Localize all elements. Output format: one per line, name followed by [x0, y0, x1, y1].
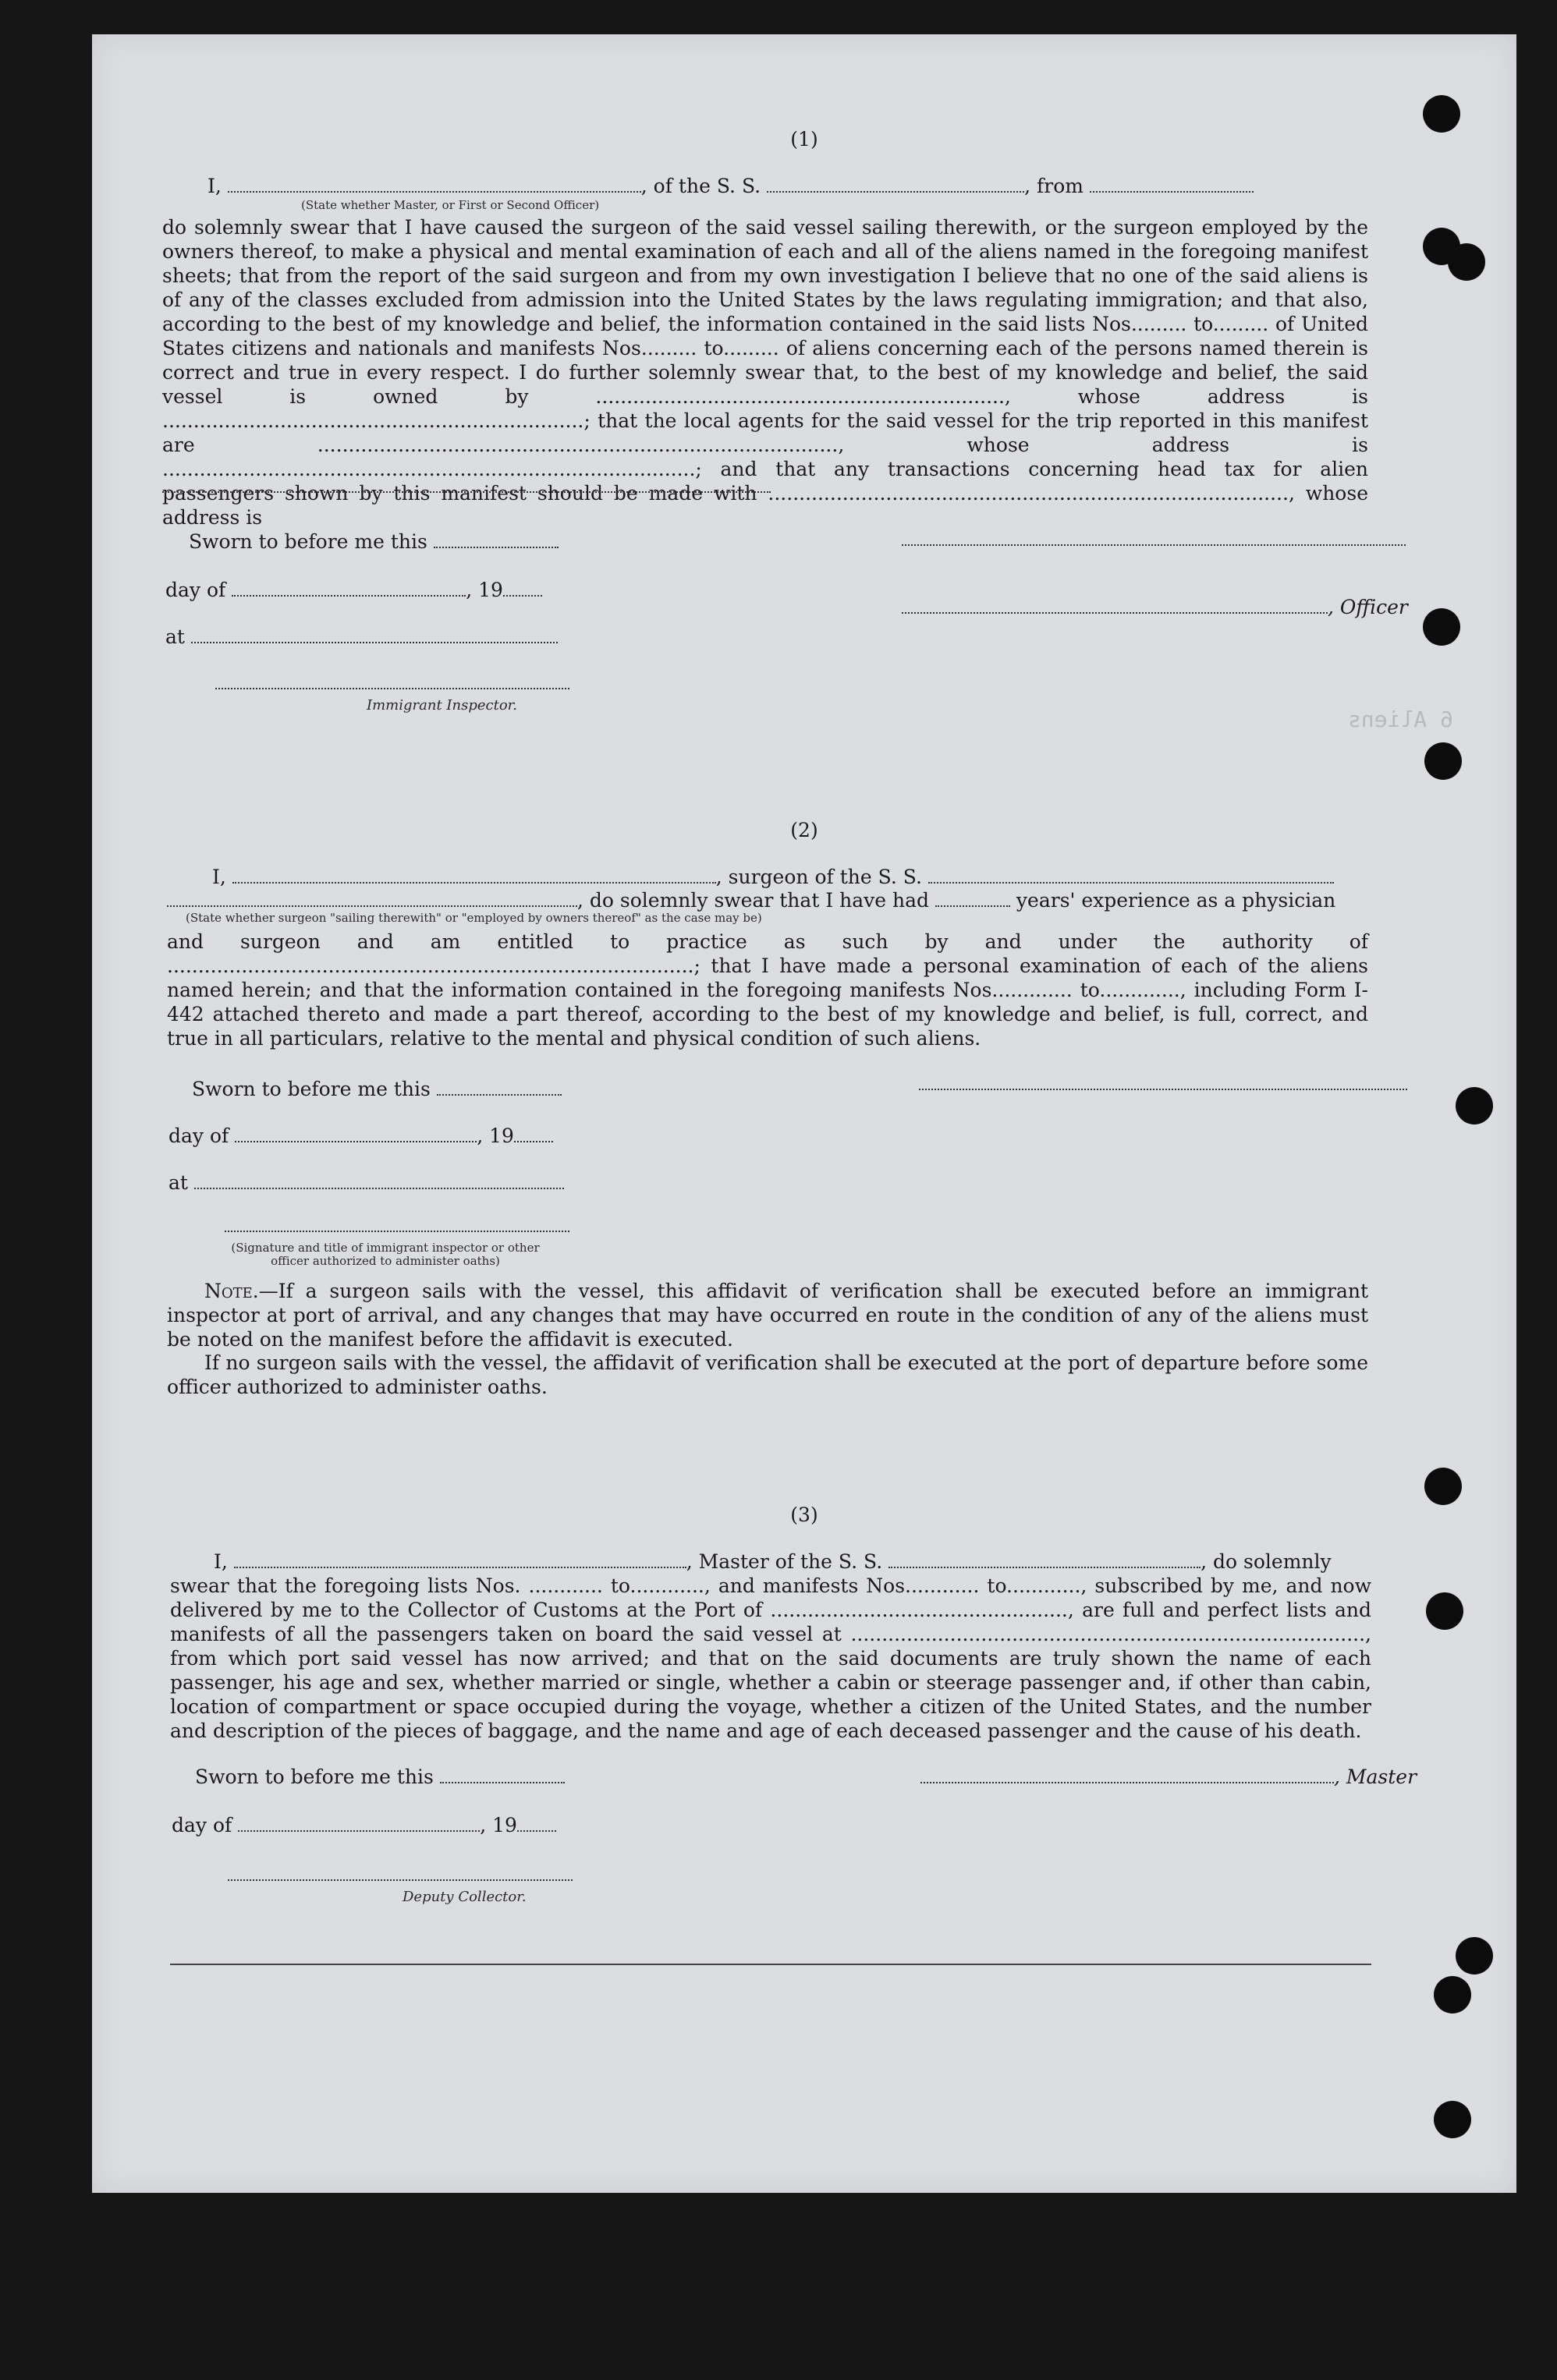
inspector-signature-line[interactable]	[215, 688, 569, 689]
manifest-page	[92, 34, 1516, 2193]
note-paragraph-2	[167, 1351, 1368, 1399]
section-2-second-line	[167, 889, 1335, 912]
year-field[interactable]	[503, 579, 542, 597]
binder-hole	[1434, 1976, 1471, 2013]
section-2-oath-text: and surgeon and am entitled to practice as such by and under the authority of .....................................................................................; that I have made a personal examination of each of the aliens named herein; and that the information contained in the foregoing manifests Nos............. to............., including Form I-442 attached thereto and made a part thereof, according to the best of my knowledge and belief, is full, correct, and true in all particulars, relative to the mental and physical condition of such aliens.	[167, 930, 1368, 1050]
binder-hole	[1423, 608, 1460, 646]
section-1-at-line	[165, 625, 558, 648]
master-ss-label: , Master of the S. S.	[686, 1550, 883, 1573]
note-text: —If a surgeon sails with the vessel, this affidavit of verification shall be executed before an immigrant inspector at port of arrival, and any changes that may have occurred en route in the condition of any of the aliens must be noted on the manifest before the affidavit is executed.	[167, 1280, 1368, 1351]
deputy-collector-caption: Deputy Collector.	[403, 1889, 527, 1905]
bleed-through-text: 6 Aliens	[1348, 707, 1453, 732]
sworn-label: Sworn to before me this	[189, 530, 427, 553]
authorized-officer-caption: (Signature and title of immigrant inspector or other officer authorized to administer oaths)	[231, 1241, 540, 1268]
deputy-signature-line[interactable]	[228, 1879, 573, 1881]
year-label: , 19	[480, 1814, 517, 1836]
section-1-first-line	[207, 175, 1254, 197]
day-of-label: day of	[165, 579, 226, 601]
master-signature-row	[920, 1766, 1417, 1788]
years-experience-field[interactable]	[935, 890, 1010, 907]
binder-hole	[1426, 1592, 1463, 1630]
surgeon-name-field[interactable]	[232, 866, 716, 884]
section-2-sworn-line	[192, 1078, 562, 1100]
section-2-number: (2)	[790, 819, 818, 841]
at-label: at	[165, 625, 185, 648]
section-2-day-line	[168, 1124, 553, 1147]
i-label: I,	[214, 1550, 228, 1573]
sworn-date-field[interactable]	[437, 1078, 562, 1096]
day-of-label: day of	[168, 1124, 229, 1147]
master-signature-field[interactable]	[920, 1766, 1334, 1783]
binder-hole	[1424, 742, 1462, 780]
surgeon-status-caption: (State whether surgeon "sailing therewith" or "employed by owners thereof" as the case may be)	[186, 911, 762, 925]
section-3-first-line	[214, 1550, 1332, 1573]
from-label: , from	[1024, 175, 1084, 197]
section-3-number: (3)	[790, 1503, 818, 1526]
year-field[interactable]	[514, 1125, 553, 1142]
section-1-sworn-line	[189, 530, 559, 553]
vessel-name-field[interactable]	[928, 866, 1334, 884]
vessel-name-field[interactable]	[888, 1551, 1201, 1568]
binder-hole	[1424, 1468, 1462, 1505]
day-of-label: day of	[172, 1814, 232, 1836]
binder-hole	[1423, 95, 1460, 133]
year-label: , 19	[466, 579, 503, 601]
swear-label: , do solemnly swear that I have had	[577, 889, 930, 912]
officer-signature-line-1[interactable]	[902, 544, 1406, 546]
vessel-name-field[interactable]	[767, 175, 1024, 193]
section-3-oath-text: swear that the foregoing lists Nos. ............ to............, and manifests Nos............ to............, subscribed by me, and now delivered by me to the Collector of Customs at the Port of ................................................, are full and perfect lists and manifests of all the passengers taken on board the said vessel at ..................................................................................., from which port said vessel has now arrived; and that on the said documents are truly shown the name of each passenger, his age and sex, whether married or single, whether a cabin or steerage passenger and, if other than cabin, location of compartment or space occupied during the voyage, whether a citizen of the United States, and the number and description of the pieces of baggage, and the name and age of each deceased passenger and the cause of his death.	[170, 1574, 1371, 1742]
section-1-number: (1)	[790, 128, 818, 151]
authorized-officer-signature-line[interactable]	[225, 1231, 569, 1232]
officer-rank-caption: (State whether Master, or First or Second Officer)	[301, 198, 600, 212]
sworn-label: Sworn to before me this	[192, 1078, 431, 1100]
binder-hole	[1456, 1087, 1493, 1124]
binder-hole	[1456, 1937, 1493, 1974]
section-3-day-line	[172, 1814, 556, 1836]
officer-label: , Officer	[1328, 596, 1408, 618]
i-label: I,	[207, 175, 222, 197]
footer-divider	[170, 1964, 1371, 1965]
officer-signature-field[interactable]	[902, 597, 1328, 614]
note-text-2: If no surgeon sails with the vessel, the affidavit of verification shall be executed at the port of departure before some officer authorized to administer oaths.	[167, 1351, 1368, 1398]
surgeon-ss-label: , surgeon of the S. S.	[715, 866, 922, 888]
swear-label: , do solemnly	[1201, 1550, 1332, 1573]
port-from-field[interactable]	[1090, 175, 1254, 193]
officer-signature-row	[902, 596, 1408, 618]
month-field[interactable]	[235, 1125, 477, 1142]
surgeon-status-field[interactable]	[167, 890, 577, 907]
head-tax-address-field[interactable]	[162, 491, 771, 493]
note-paragraph-1	[167, 1279, 1368, 1351]
place-field[interactable]	[191, 626, 558, 643]
year-field[interactable]	[517, 1815, 556, 1832]
of-ss-label: , of the S. S.	[640, 175, 761, 197]
section-1-oath-text: do solemnly swear that I have caused the surgeon of the said vessel sailing therewith, or the surgeon employed by the owners thereof, to make a physical and mental examination of each and all of the aliens named in the foregoing manifest sheets; that from the report of the said surgeon and from my own investigation I believe that no one of the said aliens is of any of the classes excluded from admission into the United States by the laws regulating immigration; and that also, according to the best of my knowledge and belief, the information contained in the said lists Nos......... to......... of United States citizens and nationals and manifests Nos......... to......... of aliens concerning each of the persons named therein is correct and true in every respect. I do further solemnly swear that, to the best of my knowledge and belief, the said vessel is owned by .................................................................., whose address is ....................................................................; that the local agents for the said vessel for the trip reported in this manifest are ...................................................................................., whose address is ......................................................................................; and that any transactions concerning head tax for alien passengers shown by this manifest should be made with ...................................................................................., whose address is	[162, 216, 1368, 529]
officer-name-field[interactable]	[228, 175, 641, 193]
i-label: I,	[212, 866, 226, 888]
month-field[interactable]	[238, 1815, 480, 1832]
binder-hole	[1448, 243, 1485, 281]
section-2-first-line	[212, 866, 1334, 888]
sworn-date-field[interactable]	[440, 1766, 565, 1783]
sworn-label: Sworn to before me this	[195, 1766, 434, 1788]
immigrant-inspector-caption: Immigrant Inspector.	[367, 697, 518, 714]
section-1-day-line	[165, 579, 542, 601]
binder-hole	[1434, 2101, 1471, 2138]
years-label: years' experience as a physician	[1016, 889, 1336, 912]
master-name-field[interactable]	[234, 1551, 686, 1568]
section-2-at-line	[168, 1171, 564, 1194]
at-label: at	[168, 1171, 188, 1194]
note-label: Note.	[204, 1280, 259, 1302]
month-field[interactable]	[232, 579, 466, 597]
year-label: , 19	[477, 1124, 514, 1147]
sworn-date-field[interactable]	[434, 531, 559, 548]
surgeon-signature-line[interactable]	[919, 1089, 1407, 1090]
place-field[interactable]	[194, 1172, 564, 1189]
master-label: , Master	[1334, 1766, 1417, 1788]
section-3-sworn-line	[195, 1766, 565, 1788]
